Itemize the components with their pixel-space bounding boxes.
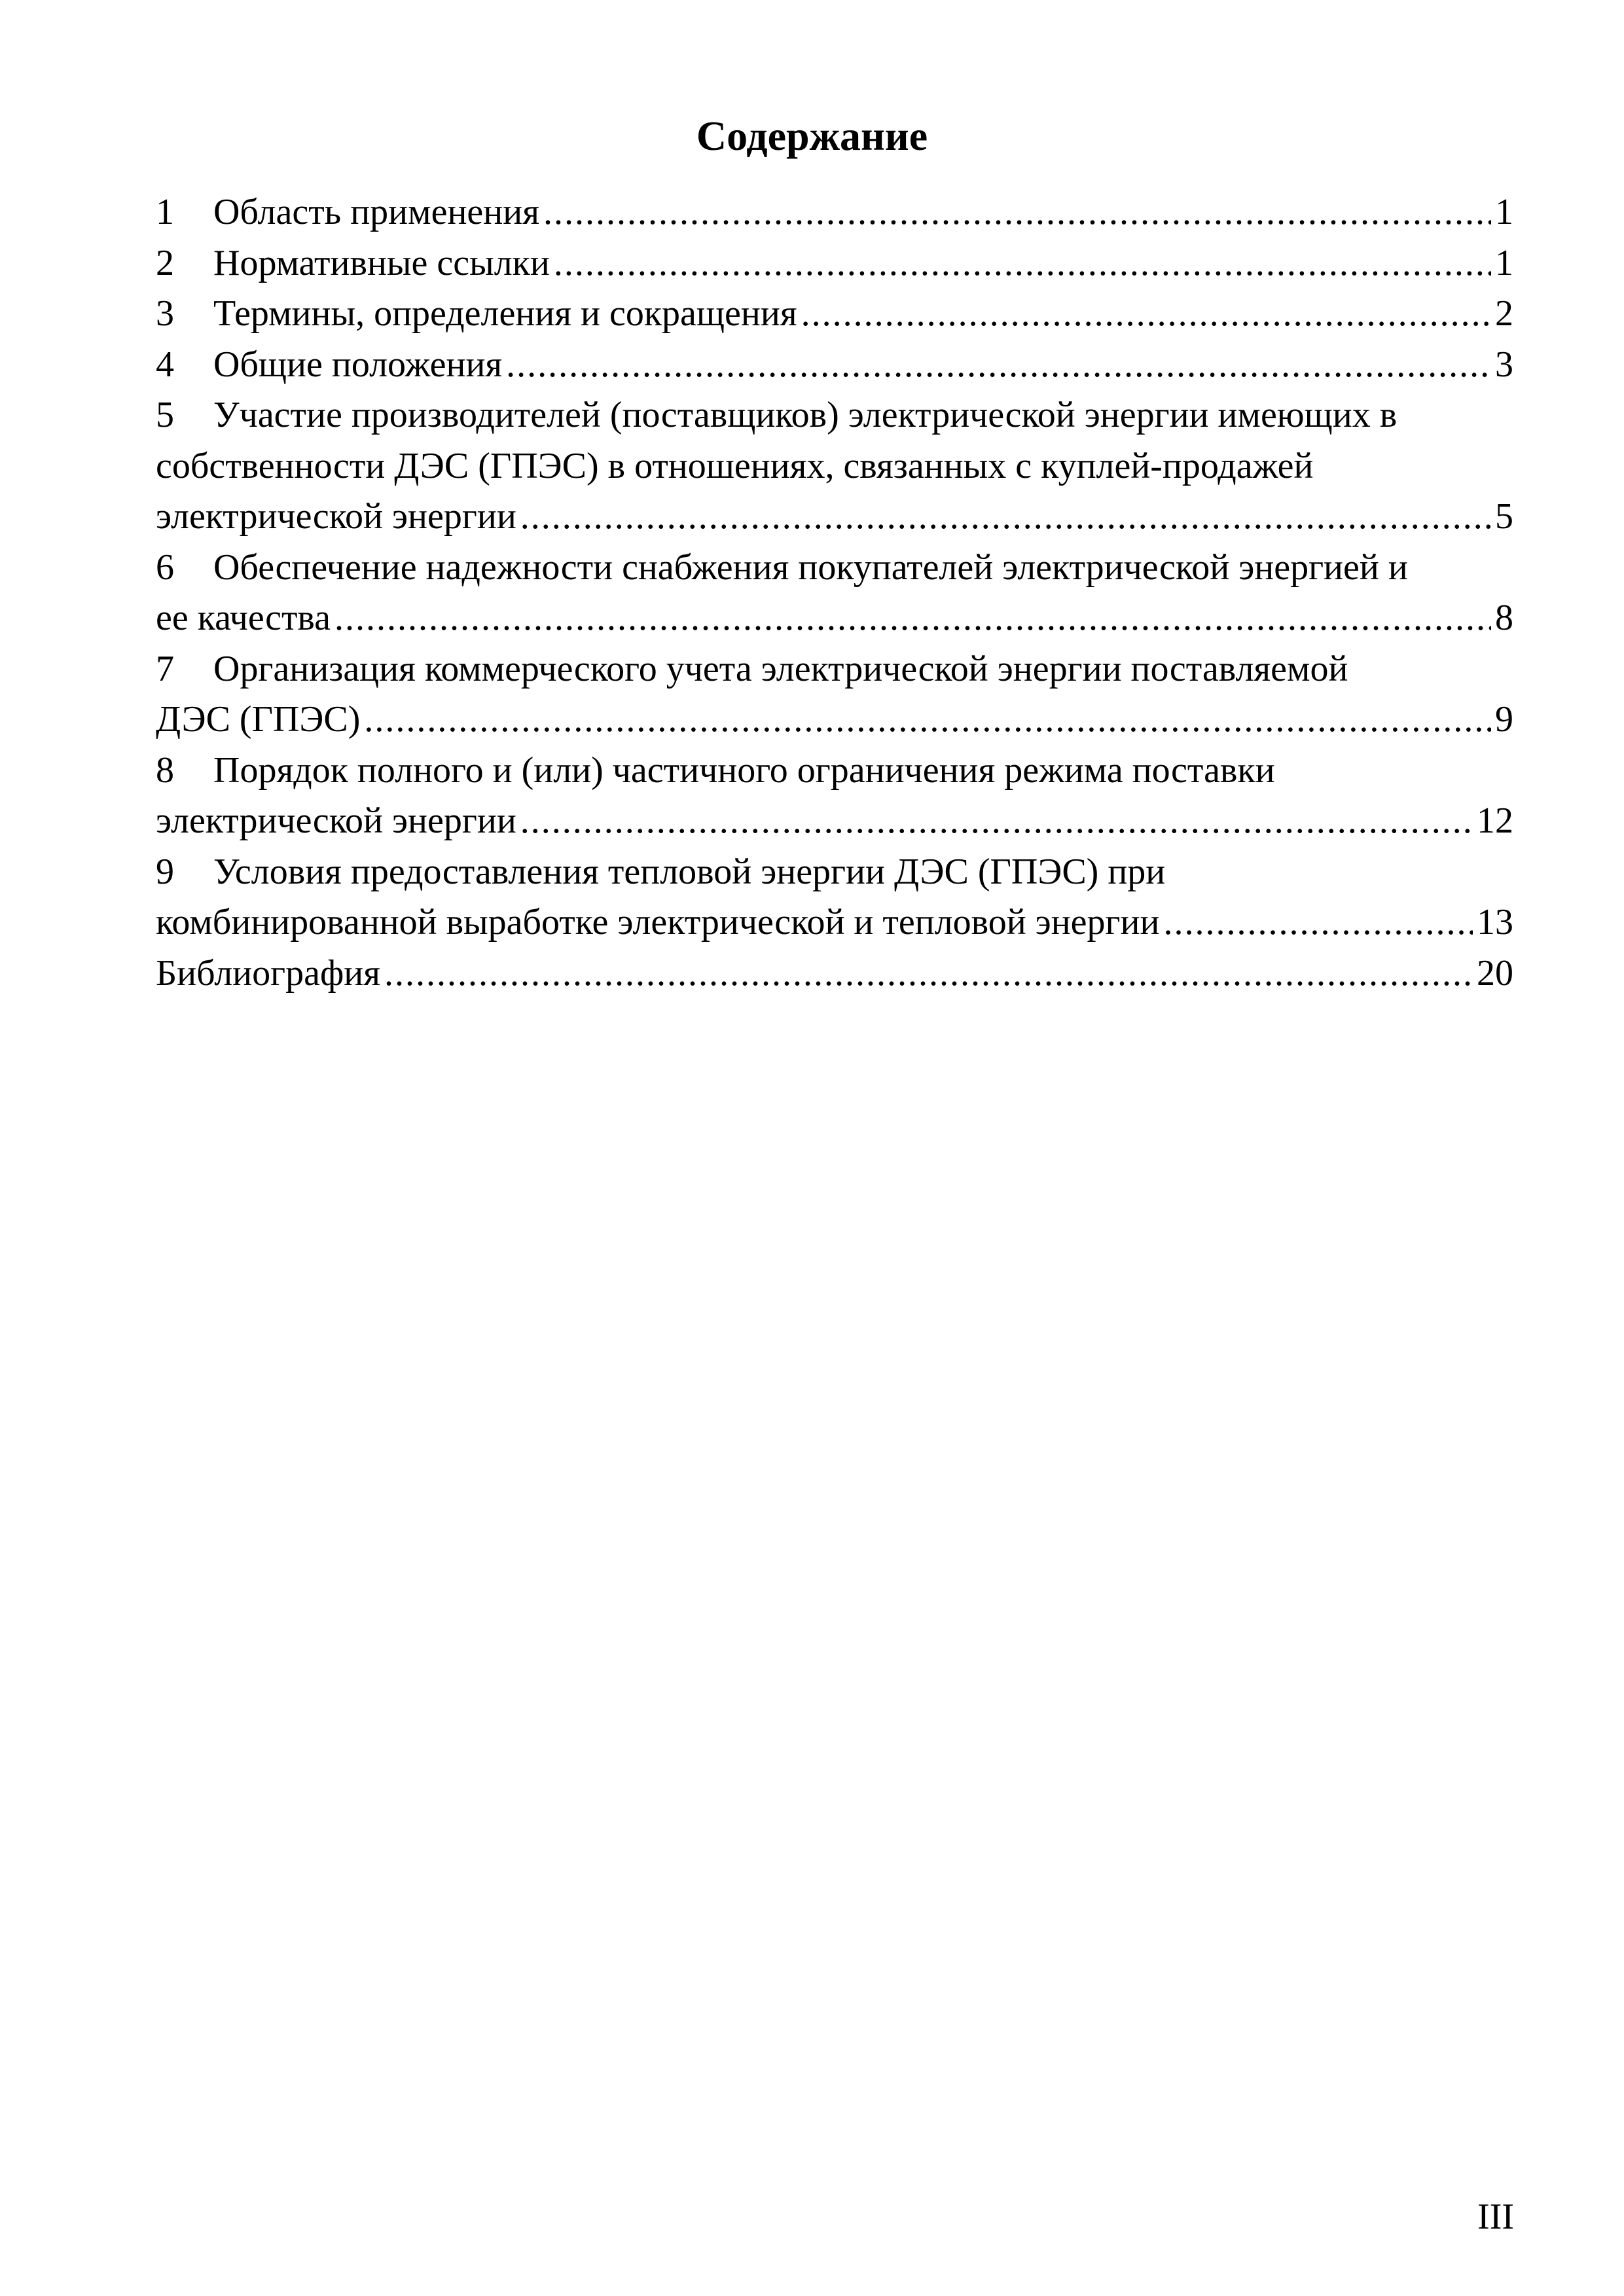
toc-entry[interactable] [156, 238, 1513, 289]
toc-entry-number: 5 [156, 395, 174, 435]
toc-entry-title: Общие положения [213, 344, 503, 385]
dot-leader [543, 187, 1491, 238]
toc-entry-title-line: электрической энергии [156, 496, 516, 537]
toc-entry-title-line: Условия предоставления тепловой энергии ДЭС (ГПЭС) при [213, 851, 1166, 892]
toc-entry-title: Библиография [156, 952, 380, 994]
toc-entry[interactable] [156, 390, 1513, 543]
toc-entry[interactable] [156, 187, 1513, 238]
dot-leader [384, 948, 1473, 999]
toc-entry[interactable] [156, 289, 1513, 340]
toc-entry-page: 1 [1495, 242, 1513, 283]
dot-leader [506, 340, 1491, 391]
toc-entry-title: Область применения [213, 192, 539, 232]
toc-entry-page: 2 [1495, 293, 1513, 334]
toc-entry-bibliography[interactable] [156, 948, 1513, 999]
dot-leader [334, 593, 1491, 644]
toc-entry-title-line: Обеспечение надежности снабжения покупателей электрической энергией и [213, 547, 1408, 588]
toc-entry-page: 1 [1495, 192, 1513, 232]
toc-entry-page: 20 [1477, 952, 1513, 994]
toc-entry-page: 12 [1477, 800, 1513, 841]
toc-entry-title: Нормативные ссылки [213, 242, 550, 283]
toc-entry-number: 3 [156, 293, 174, 334]
toc-entry-title-line: комбинированной выработке электрической и тепловой энергии [156, 902, 1160, 942]
toc-entry-page: 5 [1495, 496, 1513, 537]
toc-entry-title-line: электрической энергии [156, 800, 516, 841]
toc-entry-title-line: Участие производителей (поставщиков) электрической энергии имеющих в [213, 395, 1398, 435]
toc-entry-number: 8 [156, 749, 174, 791]
dot-leader [1163, 897, 1473, 948]
dot-leader [801, 289, 1491, 340]
toc-entry[interactable] [156, 543, 1513, 644]
toc-entry-number: 7 [156, 648, 174, 689]
toc-entry-title-line: собственности ДЭС (ГПЭС) в отношениях, связанных с куплей-продажей [156, 445, 1314, 486]
toc-entry-page: 9 [1495, 699, 1513, 740]
toc-entry-title-line: Порядок полного и (или) частичного ограничения режима поставки [213, 749, 1275, 791]
toc-entry[interactable] [156, 745, 1513, 847]
toc-entry-number: 1 [156, 192, 174, 232]
toc-entry[interactable] [156, 644, 1513, 745]
toc-entry-number: 2 [156, 242, 174, 283]
toc-entry-title-line: ее качества [156, 598, 331, 638]
toc-entry-title-line: Организация коммерческого учета электрической энергии поставляемой [213, 648, 1348, 689]
dot-leader [364, 694, 1491, 745]
toc-entry-number: 9 [156, 851, 174, 892]
table-of-contents [156, 187, 1513, 999]
toc-entry-title-line: ДЭС (ГПЭС) [156, 699, 361, 740]
toc-entry-number: 6 [156, 547, 174, 588]
dot-leader [520, 492, 1491, 543]
toc-entry-number: 4 [156, 344, 174, 385]
toc-entry-page: 3 [1495, 344, 1513, 385]
dot-leader [554, 238, 1491, 289]
toc-entry-page: 13 [1477, 902, 1513, 942]
dot-leader [520, 796, 1473, 847]
toc-entry-title: Термины, определения и сокращения [213, 293, 797, 334]
toc-entry[interactable] [156, 340, 1513, 391]
toc-title: Содержание [696, 113, 928, 159]
toc-entry-page: 8 [1495, 598, 1513, 638]
page-number: III [1477, 2197, 1514, 2237]
toc-entry[interactable] [156, 847, 1513, 948]
